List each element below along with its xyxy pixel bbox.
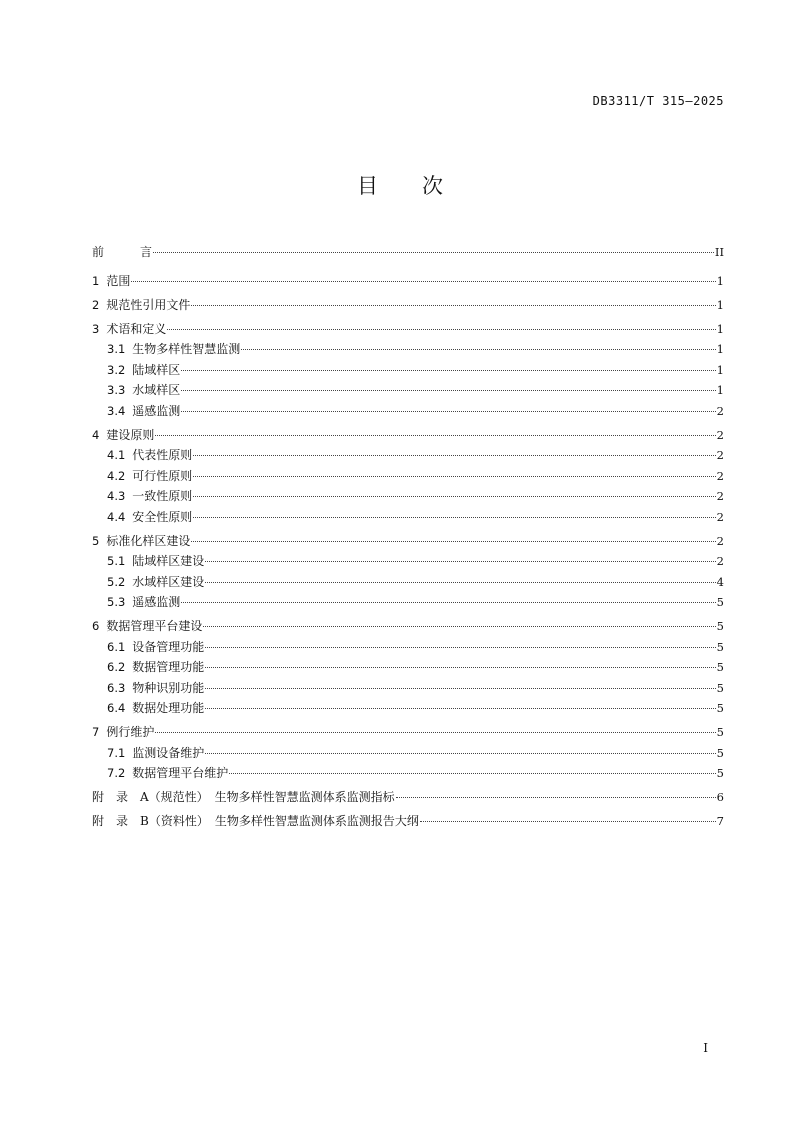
toc-entry-number: 4.1 bbox=[107, 448, 126, 462]
toc-entry[interactable] bbox=[92, 698, 724, 719]
toc-entry[interactable] bbox=[92, 339, 724, 360]
toc-entry-number: 5.3 bbox=[107, 595, 126, 609]
page-title bbox=[0, 170, 800, 200]
toc-entry[interactable] bbox=[92, 507, 724, 528]
toc-entry-label: 监测设备维护 bbox=[132, 745, 205, 760]
dot-leader bbox=[131, 281, 715, 282]
toc-entry-page: 5 bbox=[716, 766, 724, 780]
dot-leader bbox=[181, 390, 715, 391]
toc-entry-label: 陆域样区建设 bbox=[132, 554, 205, 568]
toc-entry-label: 一致性原则 bbox=[132, 489, 193, 503]
toc-entry-page: 7 bbox=[716, 814, 724, 828]
toc-entry-label: 范围 bbox=[106, 273, 131, 288]
dot-leader bbox=[155, 435, 715, 436]
toc-entry-page: 2 bbox=[716, 533, 724, 548]
dot-leader bbox=[181, 370, 715, 371]
toc-entry[interactable] bbox=[92, 360, 724, 381]
dot-leader bbox=[205, 753, 715, 754]
toc-entry-label: 数据管理功能 bbox=[132, 660, 205, 674]
toc-entry-label: 物种识别功能 bbox=[132, 680, 205, 695]
toc-entry-page: 2 bbox=[716, 427, 724, 442]
toc-entry[interactable] bbox=[92, 466, 724, 487]
toc-entry-page: 5 bbox=[716, 745, 724, 760]
toc-entry-number: 1 bbox=[92, 273, 100, 288]
toc-entry[interactable] bbox=[92, 722, 724, 743]
toc-entry[interactable] bbox=[92, 242, 724, 263]
toc-entry-page: 1 bbox=[716, 273, 724, 288]
toc-entry-page: 2 bbox=[716, 509, 724, 524]
toc-entry-number: 7.2 bbox=[107, 766, 126, 780]
toc-entry-label: 安全性原则 bbox=[132, 509, 193, 524]
toc-entry-page: 1 bbox=[716, 342, 724, 356]
toc-entry-label: 附 录 A（规范性） 生物多样性智慧监测体系监测指标 bbox=[92, 790, 395, 804]
toc-entry-number: 6.1 bbox=[107, 639, 126, 654]
toc-entry-page: 5 bbox=[716, 619, 724, 633]
title-char: 目 bbox=[357, 174, 378, 198]
toc-entry-number: 3.4 bbox=[107, 403, 126, 418]
toc-entry-label: 数据处理功能 bbox=[132, 701, 205, 715]
toc-entry[interactable] bbox=[92, 637, 724, 658]
toc-entry-number: 3.3 bbox=[107, 383, 126, 397]
toc-entry-page: 6 bbox=[716, 790, 724, 804]
toc-entry-page: 2 bbox=[716, 468, 724, 483]
toc-entry-page: 1 bbox=[716, 321, 724, 336]
dot-leader bbox=[205, 708, 715, 709]
toc-entry-number: 6.3 bbox=[107, 680, 126, 695]
toc-entry-page: 5 bbox=[716, 639, 724, 654]
toc-entry-page: 2 bbox=[716, 489, 724, 503]
toc-entry-page: 2 bbox=[716, 554, 724, 568]
toc-entry-label: 可行性原则 bbox=[132, 468, 193, 483]
toc-entry-number: 5.1 bbox=[107, 554, 126, 568]
dot-leader bbox=[181, 411, 715, 412]
toc-entry[interactable] bbox=[92, 380, 724, 401]
toc-entry[interactable] bbox=[92, 787, 724, 808]
dot-leader bbox=[193, 476, 715, 477]
toc-entry-page: 1 bbox=[716, 297, 724, 312]
dot-leader bbox=[203, 626, 715, 627]
toc-entry[interactable] bbox=[92, 743, 724, 764]
toc-entry[interactable] bbox=[92, 271, 724, 292]
toc-entry[interactable] bbox=[92, 678, 724, 699]
toc-entry[interactable] bbox=[92, 551, 724, 572]
document-id: DB3311/T 315—2025 bbox=[592, 94, 724, 108]
table-of-contents bbox=[92, 242, 724, 832]
toc-entry-number: 7 bbox=[92, 725, 100, 739]
title-char: 次 bbox=[422, 174, 443, 198]
dot-leader bbox=[205, 667, 715, 668]
toc-entry[interactable] bbox=[92, 616, 724, 637]
toc-entry-label: 数据管理平台建设 bbox=[106, 619, 203, 633]
toc-entry-page: 1 bbox=[716, 362, 724, 377]
dot-leader bbox=[420, 821, 716, 822]
toc-entry-number: 6.4 bbox=[107, 701, 126, 715]
toc-entry-number: 2 bbox=[92, 297, 100, 312]
toc-entry-label: 代表性原则 bbox=[132, 448, 193, 462]
toc-entry-number: 5 bbox=[92, 533, 100, 548]
toc-entry[interactable] bbox=[92, 445, 724, 466]
toc-entry-number: 6.2 bbox=[107, 660, 126, 674]
dot-leader bbox=[205, 688, 715, 689]
toc-entry-label: 水域样区建设 bbox=[132, 574, 205, 589]
toc-entry[interactable] bbox=[92, 811, 724, 832]
dot-leader bbox=[191, 541, 715, 542]
toc-entry-page: 5 bbox=[716, 595, 724, 609]
dot-leader bbox=[241, 349, 715, 350]
toc-entry-page: 5 bbox=[716, 680, 724, 695]
toc-entry-label: 生物多样性智慧监测 bbox=[132, 342, 241, 356]
toc-entry-page: 1 bbox=[716, 383, 724, 397]
dot-leader bbox=[193, 496, 715, 497]
toc-entry[interactable] bbox=[92, 295, 724, 316]
toc-entry-page: 5 bbox=[716, 660, 724, 674]
toc-entry-page: II bbox=[714, 245, 724, 259]
dot-leader bbox=[153, 252, 714, 253]
toc-entry[interactable] bbox=[92, 401, 724, 422]
toc-entry-label: 遥感监测 bbox=[132, 403, 181, 418]
toc-entry[interactable] bbox=[92, 486, 724, 507]
toc-entry[interactable] bbox=[92, 763, 724, 784]
toc-entry[interactable] bbox=[92, 531, 724, 552]
toc-entry-page: 4 bbox=[716, 574, 724, 589]
toc-entry[interactable] bbox=[92, 592, 724, 613]
dot-leader bbox=[396, 797, 716, 798]
toc-entry[interactable] bbox=[92, 572, 724, 593]
dot-leader bbox=[181, 602, 715, 603]
toc-entry-label: 陆域样区 bbox=[132, 362, 181, 377]
dot-leader bbox=[193, 455, 715, 456]
toc-entry-number: 3.1 bbox=[107, 342, 126, 356]
toc-entry-page: 2 bbox=[716, 403, 724, 418]
toc-entry-label: 遥感监测 bbox=[132, 595, 181, 609]
toc-entry-number: 4.4 bbox=[107, 509, 126, 524]
toc-entry-number: 4 bbox=[92, 427, 100, 442]
toc-entry-label: 规范性引用文件 bbox=[106, 297, 191, 312]
toc-entry-label: 水域样区 bbox=[132, 383, 181, 397]
toc-entry-label: 术语和定义 bbox=[106, 321, 167, 336]
toc-entry-page: 5 bbox=[716, 725, 724, 739]
toc-entry-number: 6 bbox=[92, 619, 100, 633]
toc-entry-label: 附 录 B（资料性） 生物多样性智慧监测体系监测报告大纲 bbox=[92, 814, 419, 828]
toc-entry-label: 标准化样区建设 bbox=[106, 533, 191, 548]
toc-entry-number: 7.1 bbox=[107, 745, 126, 760]
toc-entry[interactable] bbox=[92, 319, 724, 340]
dot-leader bbox=[205, 647, 715, 648]
toc-entry-label: 例行维护 bbox=[106, 725, 155, 739]
toc-entry[interactable] bbox=[92, 425, 724, 446]
dot-leader bbox=[205, 561, 715, 562]
toc-entry-page: 2 bbox=[716, 448, 724, 462]
dot-leader bbox=[205, 582, 715, 583]
page-number: I bbox=[703, 1041, 708, 1055]
toc-entry-number: 4.3 bbox=[107, 489, 126, 503]
toc-entry-number: 3.2 bbox=[107, 362, 126, 377]
toc-entry-label: 建设原则 bbox=[106, 427, 155, 442]
toc-entry-number: 4.2 bbox=[107, 468, 126, 483]
toc-entry-label: 数据管理平台维护 bbox=[132, 766, 229, 780]
dot-leader bbox=[229, 773, 715, 774]
toc-entry-label: 设备管理功能 bbox=[132, 639, 205, 654]
toc-entry-page: 5 bbox=[716, 701, 724, 715]
toc-entry[interactable] bbox=[92, 657, 724, 678]
dot-leader bbox=[155, 732, 715, 733]
toc-entry-number: 3 bbox=[92, 321, 100, 336]
toc-entry-label: 前 言 bbox=[92, 245, 153, 259]
dot-leader bbox=[167, 329, 715, 330]
dot-leader bbox=[193, 517, 715, 518]
dot-leader bbox=[191, 305, 715, 306]
toc-entry-number: 5.2 bbox=[107, 574, 126, 589]
